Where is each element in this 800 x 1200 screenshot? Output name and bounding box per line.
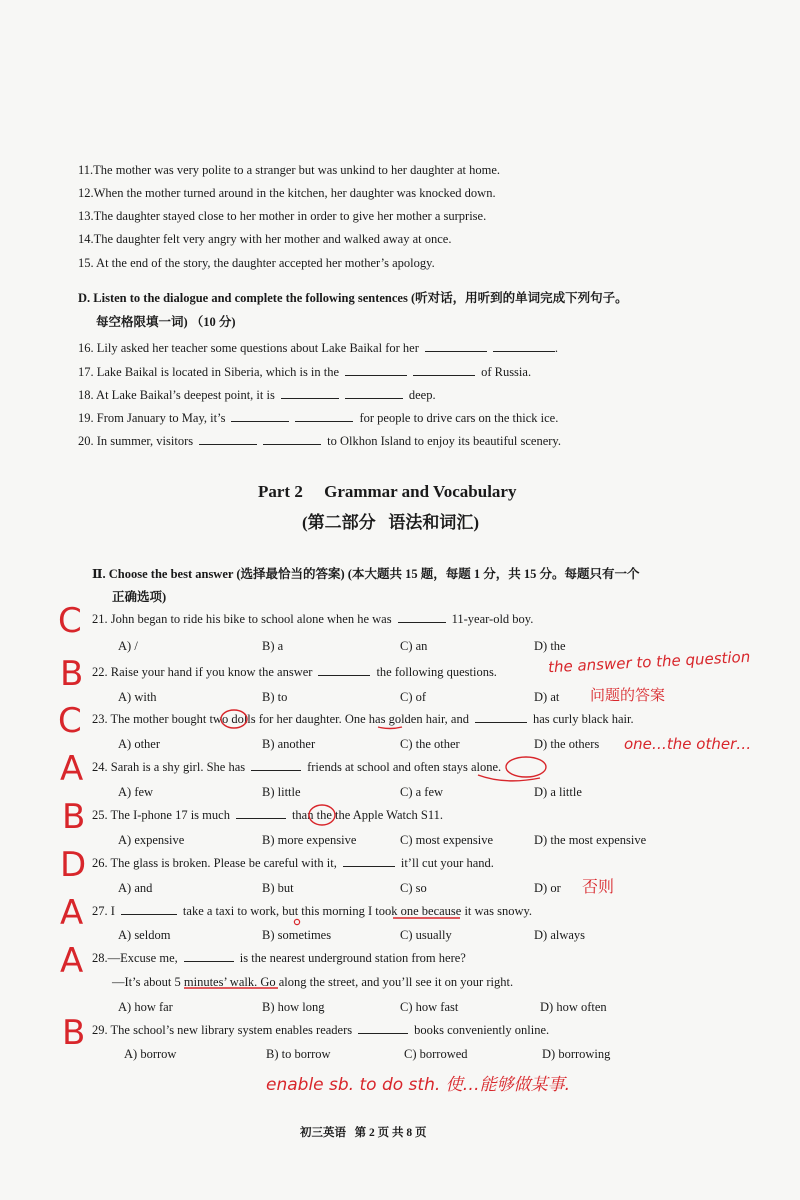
handwritten-answer-25: B — [62, 797, 86, 837]
handwritten-answer-27: A — [60, 893, 84, 933]
option-a[interactable]: A) how far — [118, 1000, 173, 1014]
option-d[interactable]: D) the others — [534, 737, 600, 751]
option-c[interactable]: C) a few — [400, 785, 444, 799]
handwritten-answer-29: B — [62, 1013, 86, 1053]
question-20 — [78, 433, 561, 449]
option-c[interactable]: C) the other — [400, 737, 460, 751]
part2-title: Part 2 Grammar and Vocabulary — [258, 482, 517, 501]
blank[interactable] — [398, 611, 446, 623]
question-19 — [78, 410, 558, 426]
q27-end: take a taxi to work, but this morning I took one because it was snowy. — [182, 904, 533, 918]
q23-text: 23. The mother bought two dolls for her daughter. One has golden hair, and — [92, 712, 469, 726]
statement-11: 11.The mother was very polite to a stranger but was unkind to her daughter at home. — [78, 163, 500, 177]
q16-end: . — [554, 341, 558, 355]
option-b[interactable]: B) but — [262, 881, 294, 895]
option-b[interactable]: B) another — [262, 737, 316, 751]
q18-text: 18. At Lake Baikal’s deepest point, it is — [78, 388, 275, 402]
question-27 — [92, 903, 532, 919]
blank[interactable] — [475, 711, 527, 723]
option-c[interactable]: C) so — [400, 881, 427, 895]
q25-end: than the the Apple Watch S11. — [291, 808, 444, 822]
blank[interactable] — [413, 364, 475, 376]
q28-end: is the nearest underground station from here? — [239, 951, 466, 965]
handwritten-note-26: 否则 — [582, 877, 615, 896]
q20-text: 20. In summer, visitors — [78, 434, 194, 448]
option-b[interactable]: B) sometimes — [262, 928, 332, 942]
q18-end: deep. — [408, 388, 436, 402]
option-b[interactable]: B) a — [262, 639, 284, 653]
blank[interactable] — [425, 340, 487, 352]
handwritten-note-23: one…the other… — [624, 735, 752, 753]
question-25 — [92, 807, 443, 823]
option-d[interactable]: D) at — [534, 690, 560, 704]
q17-end: of Russia. — [481, 365, 532, 379]
question-28-reply: —It’s about 5 minutes’ walk. Go along the street, and you’ll see it on your right. — [112, 975, 514, 989]
option-c[interactable]: C) how fast — [400, 1000, 459, 1014]
part2-subtitle: (第二部分 语法和词汇) — [302, 513, 480, 532]
option-a[interactable]: A) and — [118, 881, 153, 895]
section-d-heading-2: 每空格限填一词) （10 分) — [96, 315, 236, 329]
blank[interactable] — [295, 410, 353, 422]
handwritten-note-22-en: the answer to the question — [547, 647, 751, 677]
question-16 — [78, 340, 558, 356]
mark-but — [294, 919, 299, 924]
q20-end: to Olkhon Island to enjoy its beautiful scenery. — [327, 434, 561, 448]
option-d[interactable]: D) or — [534, 881, 561, 895]
q26-end: it’ll cut your hand. — [400, 856, 494, 870]
q29-text: 29. The school’s new library system enables readers — [92, 1023, 353, 1037]
q21-text: 21. John began to ride his bike to school alone when he was — [92, 612, 392, 626]
statement-15: 15. At the end of the story, the daughter accepted her mother’s apology. — [78, 256, 435, 270]
option-b[interactable]: B) more expensive — [262, 833, 357, 847]
option-a[interactable]: A) borrow — [124, 1047, 177, 1061]
option-b[interactable]: B) how long — [262, 1000, 325, 1014]
q27-text: 27. I — [92, 904, 115, 918]
blank[interactable] — [184, 950, 234, 962]
question-18 — [78, 387, 436, 403]
q22-end: the following questions. — [376, 665, 497, 679]
blank[interactable] — [251, 759, 301, 771]
page-footer: 初三英语 第 2 页 共 8 页 — [300, 1127, 427, 1139]
q24-end: friends at school and often stays alone. — [307, 760, 502, 774]
q29-end: books conveniently online. — [414, 1023, 550, 1037]
question-17 — [78, 364, 531, 380]
option-c[interactable]: C) most expensive — [400, 833, 494, 847]
q24-text: 24. Sarah is a shy girl. She has — [92, 760, 246, 774]
q23-end: has curly black hair. — [532, 712, 634, 726]
q19-end: for people to drive cars on the thick ice. — [359, 411, 559, 425]
section-ii-heading: Ⅱ. Choose the best answer (选择最恰当的答案) (本大题共 15 题，每题 1 分，共 15 分。每题只有一个 — [92, 567, 640, 581]
blank[interactable] — [231, 410, 289, 422]
handwritten-answer-23: C — [58, 701, 82, 741]
option-d[interactable]: D) the — [534, 639, 566, 653]
handwritten-note-29: enable sb. to do sth. 使…能够做某事. — [266, 1075, 571, 1095]
blank[interactable] — [121, 903, 177, 915]
blank[interactable] — [493, 340, 555, 352]
q28-text: 28.—Excuse me, — [92, 951, 178, 965]
question-22 — [92, 664, 497, 680]
option-a[interactable]: A) seldom — [118, 928, 171, 942]
option-b[interactable]: B) little — [262, 785, 301, 799]
option-a[interactable]: A) expensive — [118, 833, 185, 847]
blank[interactable] — [318, 664, 370, 676]
blank[interactable] — [345, 364, 407, 376]
option-c[interactable]: C) an — [400, 639, 428, 653]
question-28 — [92, 950, 466, 966]
option-c[interactable]: C) of — [400, 690, 427, 704]
blank[interactable] — [358, 1022, 408, 1034]
blank[interactable] — [199, 433, 257, 445]
section-ii-heading-2: 正确选项) — [112, 590, 167, 604]
blank[interactable] — [343, 855, 395, 867]
option-a[interactable]: A) other — [118, 737, 160, 751]
q26-text: 26. The glass is broken. Please be careful with it, — [92, 856, 337, 870]
option-a[interactable]: A) / — [118, 639, 138, 653]
blank[interactable] — [236, 807, 286, 819]
question-23 — [92, 711, 634, 727]
handwritten-answer-24: A — [60, 749, 84, 789]
handwritten-answer-26: D — [60, 845, 87, 885]
section-d-heading: D. Listen to the dialogue and complete the following sentences (听对话，用听到的单词完成下列句子。 — [78, 291, 628, 305]
q17-text: 17. Lake Baikal is located in Siberia, which is in the — [78, 365, 340, 379]
option-a[interactable]: A) with — [118, 690, 157, 704]
statement-12: 12.When the mother turned around in the kitchen, her daughter was knocked down. — [78, 186, 496, 200]
q25-text: 25. The I-phone 17 is much — [92, 808, 230, 822]
option-d[interactable]: D) borrowing — [542, 1047, 611, 1061]
circle-alone — [506, 757, 546, 777]
q22-text: 22. Raise your hand if you know the answer — [92, 665, 313, 679]
q19-text: 19. From January to May, it’s — [78, 411, 226, 425]
option-d[interactable]: D) a little — [534, 785, 582, 799]
question-24 — [92, 759, 501, 775]
option-b[interactable]: B) to borrow — [266, 1047, 331, 1061]
q21-end: 11-year-old boy. — [451, 612, 534, 626]
option-c[interactable]: C) borrowed — [404, 1047, 468, 1061]
option-d[interactable]: D) how often — [540, 1000, 607, 1014]
statement-14: 14.The daughter felt very angry with her mother and walked away at once. — [78, 232, 452, 246]
underline-stays — [478, 775, 540, 781]
question-26 — [92, 855, 494, 871]
statement-13: 13.The daughter stayed close to her mother in order to give her mother a surprise. — [78, 209, 487, 223]
underline-one — [378, 727, 402, 729]
option-a[interactable]: A) few — [118, 785, 154, 799]
option-c[interactable]: C) usually — [400, 928, 452, 942]
option-d[interactable]: D) the most expensive — [534, 833, 647, 847]
blank[interactable] — [345, 387, 403, 399]
option-d[interactable]: D) always — [534, 928, 586, 942]
handwritten-answer-22: B — [60, 654, 84, 694]
handwritten-answer-21: C — [58, 601, 82, 641]
handwritten-answer-28: A — [60, 941, 84, 981]
blank[interactable] — [281, 387, 339, 399]
question-29 — [92, 1022, 549, 1038]
q16-text: 16. Lily asked her teacher some questions about Lake Baikal for her — [78, 341, 419, 355]
blank[interactable] — [263, 433, 321, 445]
question-21 — [92, 611, 533, 627]
option-b[interactable]: B) to — [262, 690, 288, 704]
handwritten-note-22-cn: 问题的答案 — [590, 686, 666, 704]
